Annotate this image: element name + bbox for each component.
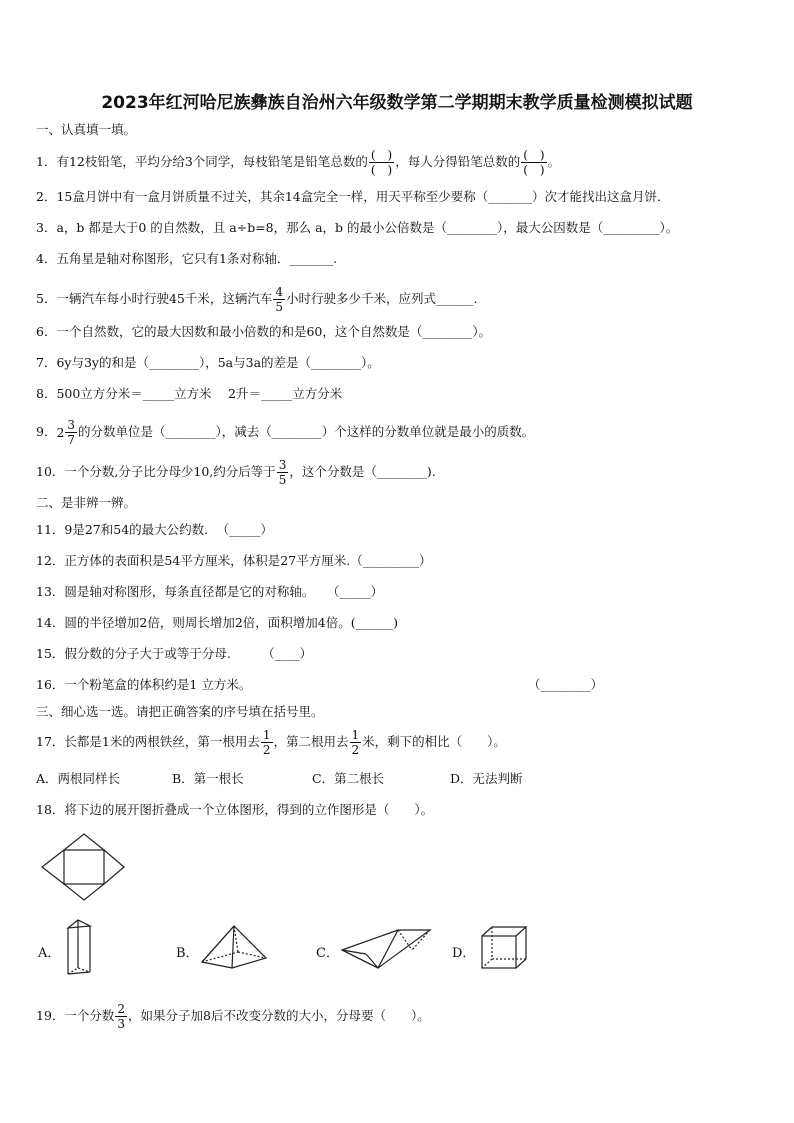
section-3-heading: 三、细心选一选。请把正确答案的序号填在括号里。 xyxy=(36,704,324,719)
question-2: 2．15盒月饼中有一盒月饼质量不过关，其余14盒完全一样，用天平称至少要称（_______）次才能找出这盒月饼． xyxy=(36,189,670,204)
section-2-heading: 二、是非辨一辨。 xyxy=(36,495,137,510)
q17-fraction-1: $\frac{1}{2}$ xyxy=(262,728,271,757)
prism-option-a-figure xyxy=(62,916,96,978)
q1-text-a: 1．有12枝铅笔，平均分给3个同学，每枝铅笔是铅笔总数的 xyxy=(36,154,368,169)
cube-option-d-figure xyxy=(478,924,530,972)
q18-option-c-label: C． xyxy=(316,946,339,961)
section-1-heading: 一、认真填一填。 xyxy=(36,122,137,137)
question-11: 11．9是27和54的最大公约数． （_____） xyxy=(36,522,273,537)
q18-option-a-label: A． xyxy=(38,946,61,961)
prism-option-c-figure xyxy=(338,924,434,970)
q18-option-b-label: B． xyxy=(176,946,199,961)
question-7: 7．6y与3y的和是（________），5a与3a的差是（________）。 xyxy=(36,355,380,370)
q17-option-c: C．第二根长 xyxy=(312,771,385,786)
q1-fraction-2: $\frac{( )}{( )}$ xyxy=(523,148,545,177)
question-18: 18．将下边的展开图折叠成一个立体图形，得到的立作图形是（ ）。 xyxy=(36,802,434,817)
q1-fraction-1: $\frac{( )}{( )}$ xyxy=(370,148,393,177)
question-3: 3．a，b 都是大于0 的自然数，且 a÷b=8，那么 a，b 的最小公倍数是（________），最大公因数是（_________）。 xyxy=(36,220,679,235)
q10-fraction: $\frac{3}{5}$ xyxy=(278,458,287,487)
question-13: 13．圆是轴对称图形，每条直径都是它的对称轴。 （_____） xyxy=(36,584,384,599)
question-17-options xyxy=(36,770,523,788)
question-17: 17．长都是1米的两根铁丝，第一根用去 $\frac{1}{2}$ ，第二根用去 $\frac{1}{2}$ 米，剩下的相比（ ）。 xyxy=(36,728,506,757)
q19-fraction: $\frac{2}{3}$ xyxy=(117,1002,126,1031)
question-16: 16．一个粉笔盒的体积约是1 立方米。 （________） xyxy=(36,677,604,692)
q9-mixed-number: 2 $\frac{3}{7}$ xyxy=(56,418,76,447)
question-10: 10．一个分数,分子比分母少10,约分后等于 $\frac{3}{5}$ ，这个分数是（________). xyxy=(36,458,436,487)
question-8: 8．500立方分米＝_____立方米 2升＝_____立方分米 xyxy=(36,386,343,401)
question-19: 19．一个分数 $\frac{2}{3}$ ，如果分子加8后不改变分数的大小，分母要（ ）。 xyxy=(36,1002,430,1031)
pyramid-option-b-figure xyxy=(198,922,270,970)
question-12: 12．正方体的表面积是54平方厘米，体积是27平方厘米.（_________） xyxy=(36,553,432,568)
q1-text-b: ，每人分得铅笔总数的 xyxy=(395,154,521,169)
net-diagram-figure xyxy=(40,832,126,902)
page-title: 2023年红河哈尼族彝族自治州六年级数学第二学期期末教学质量检测模拟试题 xyxy=(101,93,693,113)
q17-fraction-2: $\frac{1}{2}$ xyxy=(351,728,360,757)
q17-option-a: A．两根同样长 xyxy=(36,771,121,786)
question-14: 14．圆的半径增加2倍，则周长增加2倍，面积增加4倍。(______) xyxy=(36,615,399,630)
q17-option-d: D．无法判断 xyxy=(450,771,523,786)
q17-option-b: B．第一根长 xyxy=(172,771,244,786)
q5-fraction: $\frac{4}{5}$ xyxy=(275,285,284,314)
question-15: 15．假分数的分子大于或等于分母. （____） xyxy=(36,646,313,661)
question-1: 1．有12枝铅笔，平均分给3个同学，每枝铅笔是铅笔总数的 $\frac{( )}{( )}$ ，每人分得铅笔总数的 $\frac{( )}{( )}$ 。 xyxy=(36,148,561,177)
question-9: 9． 2 $\frac{3}{7}$ 的分数单位是（________），减去（________）个这样的分数单位就是最小的质数。 xyxy=(36,418,535,447)
q18-option-d-label: D． xyxy=(452,946,476,961)
question-5: 5．一辆汽车每小时行驶45千米，这辆汽车 $\frac{4}{5}$ 小时行驶多少千米，应列式______. xyxy=(36,285,478,314)
question-6: 6．一个自然数，它的最大因数和最小倍数的和是60，这个自然数是（________）。 xyxy=(36,324,492,339)
question-4: 4．五角星是轴对称图形，它只有1条对称轴．_______. xyxy=(36,251,338,266)
